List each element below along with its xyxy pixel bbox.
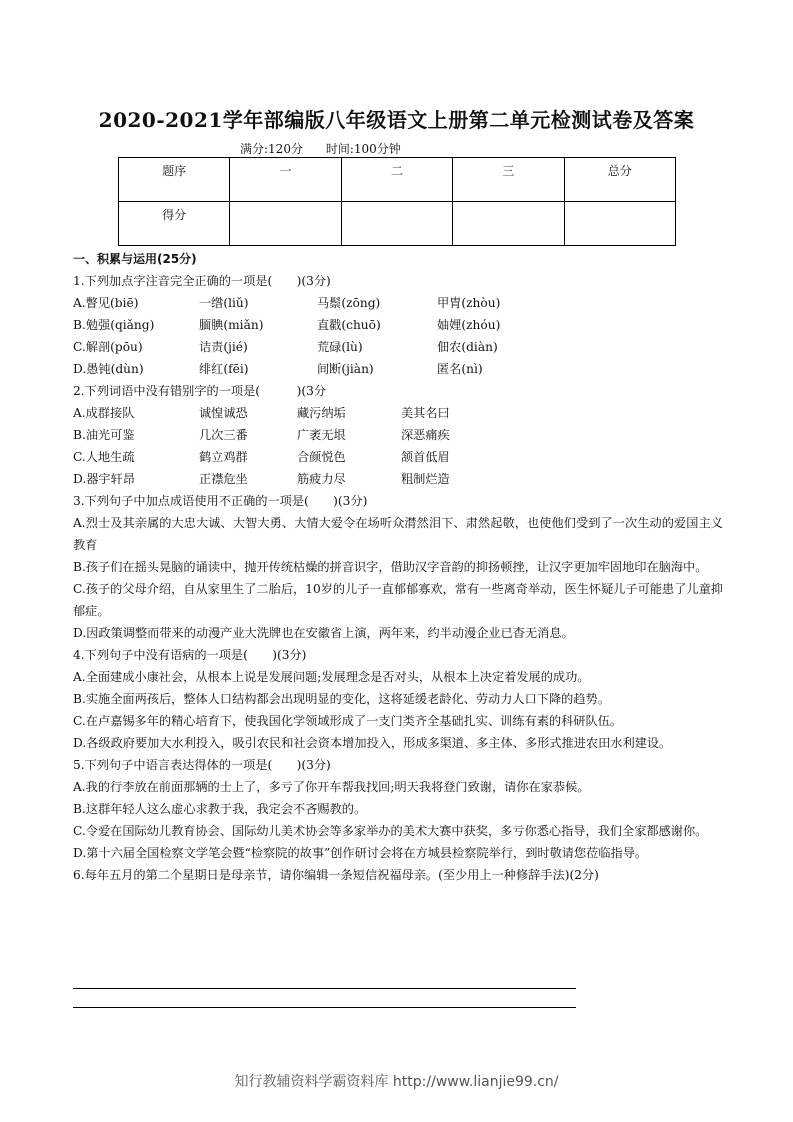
option-paragraph: A.烈士及其亲属的大忠大诚、大智大勇、大情大爱令在场听众潸然泪下、肃然起敬，也使他们受到了一次生动的爱国主义教育	[73, 516, 723, 552]
option-item: 诘责(jié)	[199, 340, 248, 354]
option-item: 粗制烂造	[401, 472, 450, 486]
score-header-cell: 一	[230, 158, 341, 202]
option-item: B.勉强(qiǎng)	[73, 318, 155, 332]
question-stem: 3.下列句子中加点成语使用不正确的一项是( )(3分)	[73, 494, 368, 508]
option-item: 广袤无垠	[297, 428, 346, 442]
option-item: A.瞥见(biē)	[73, 296, 139, 310]
option-paragraph: D.各级政府要加大水利投入，吸引农民和社会资本增加投入，形成多渠道、多主体、多形式推进农田水利建设。	[73, 736, 672, 750]
page-title: 2020-2021学年部编版八年级语文上册第二单元检测试卷及答案	[98, 108, 695, 132]
option-item: 合颜悦色	[297, 450, 346, 464]
score-table-score-row	[119, 202, 676, 246]
option-item: D.器宇轩昂	[73, 472, 135, 486]
option-item: 颔首低眉	[401, 450, 450, 464]
exam-time: 时间:100分钟	[325, 142, 401, 156]
score-header-cell: 二	[341, 158, 452, 202]
option-paragraph: D.因政策调整而带来的动漫产业大洗牌也在安徽省上演，两年来，约半动漫企业已杳无消息。	[73, 626, 574, 640]
question-stem: 4.下列句子中没有语病的一项是( )(3分)	[73, 648, 307, 662]
option-item: 绯红(fēi)	[199, 362, 249, 376]
option-item: 直戳(chuō)	[317, 318, 381, 332]
question-stem: 1.下列加点字注音完全正确的一项是( )(3分)	[73, 274, 331, 288]
option-item: 美其名曰	[401, 406, 450, 420]
option-item: D.愚钝(dùn)	[73, 362, 144, 376]
score-header-cell: 三	[453, 158, 564, 202]
question-stem: 2.下列词语中没有错别字的一项是( )(3分	[73, 384, 327, 398]
option-item: B.油光可鉴	[73, 428, 135, 442]
option-item: 间断(jiàn)	[317, 362, 374, 376]
option-item: 匿名(nì)	[437, 362, 483, 376]
score-row-label: 得分	[119, 202, 230, 246]
full-score: 满分:120分	[240, 142, 303, 156]
option-row	[73, 314, 723, 336]
option-item: 深恶痛疾	[401, 428, 450, 442]
option-row	[73, 424, 723, 446]
option-row	[73, 336, 723, 358]
score-cell	[230, 202, 341, 246]
option-paragraph: D.第十六届全国检察文学笔会暨“检察院的故事”创作研讨会将在方城县检察院举行，到时敬请您莅临指导。	[73, 846, 648, 860]
answer-line[interactable]	[73, 988, 576, 989]
option-item: A.成群接队	[73, 406, 135, 420]
score-header-cell: 总分	[564, 158, 675, 202]
option-item: C.人地生疏	[73, 450, 135, 464]
section-title: 一、积累与运用(25分)	[73, 252, 197, 266]
option-item: 腼腆(miǎn)	[199, 318, 264, 332]
option-item: 佃农(diàn)	[437, 340, 498, 354]
answer-line[interactable]	[73, 1007, 576, 1008]
score-cell	[341, 202, 452, 246]
option-item: 一绺(liǔ)	[199, 296, 249, 310]
option-paragraph: C.孩子的父母介绍，自从家里生了二胎后，10岁的儿子一直郁郁寡欢，常有一些离奇举动，医生怀疑儿子可能患了儿童抑郁症。	[73, 582, 723, 618]
footer-watermark: 知行教辅资料学霸资料库 http://www.lianjie99.cn/	[234, 1074, 559, 1090]
score-header-cell: 题序	[119, 158, 230, 202]
option-item: 诚惶诚恐	[199, 406, 248, 420]
option-paragraph: A.我的行李放在前面那辆的士上了，多亏了你开车帮我找回;明天我将登门致谢，请你在家恭候。	[73, 780, 590, 794]
option-row	[73, 358, 723, 380]
option-item: 妯娌(zhóu)	[437, 318, 501, 332]
option-paragraph: C.令爱在国际幼儿教育协会、国际幼儿美术协会等多家举办的美术大赛中获奖，多亏你悉心指导，我们全家都感谢你。	[73, 824, 708, 838]
option-item: 筋疲力尽	[297, 472, 346, 486]
option-item: C.解剖(pōu)	[73, 340, 143, 354]
question-stem: 5.下列句子中语言表达得体的一项是( )(3分)	[73, 758, 331, 772]
exam-content	[73, 248, 723, 886]
option-paragraph: B.实施全面两孩后，整体人口结构都会出现明显的变化，这将延缓老龄化、劳动力人口下降的趋势。	[73, 692, 610, 706]
option-paragraph: C.在卢嘉锡多年的精心培育下，使我国化学领域形成了一支门类齐全基础扎实、训练有素的科研队伍。	[73, 714, 623, 728]
option-item: 几次三番	[199, 428, 248, 442]
option-paragraph: B.这群年轻人这么虚心求教于我，我定会不吝赐教的。	[73, 802, 367, 816]
option-item: 荒碌(lù)	[317, 340, 363, 354]
option-item: 藏污纳垢	[297, 406, 346, 420]
option-row	[73, 402, 723, 424]
option-item: 正襟危坐	[199, 472, 248, 486]
option-paragraph: A.全面建成小康社会，从根本上说是发展问题;发展理念是否对头，从根本上决定着发展的成功。	[73, 670, 590, 684]
exam-meta	[240, 140, 401, 157]
option-paragraph: B.孩子们在摇头晃脑的诵读中，抛开传统枯燥的拼音识字，借助汉字音韵的抑扬顿挫，让汉字更加牢固地印在脑海中。	[73, 560, 708, 574]
score-cell	[564, 202, 675, 246]
option-item: 马鬃(zōng)	[317, 296, 381, 310]
score-table-header-row	[119, 158, 676, 202]
score-cell	[453, 202, 564, 246]
option-row	[73, 292, 723, 314]
score-table	[118, 157, 676, 246]
option-item: 鹤立鸡群	[199, 450, 248, 464]
question-stem: 6.每年五月的第二个星期日是母亲节，请你编辑一条短信祝福母亲。(至少用上一种修辞手法)(2分)	[73, 868, 599, 882]
option-row	[73, 468, 723, 490]
option-item: 甲胄(zhòu)	[437, 296, 501, 310]
option-row	[73, 446, 723, 468]
